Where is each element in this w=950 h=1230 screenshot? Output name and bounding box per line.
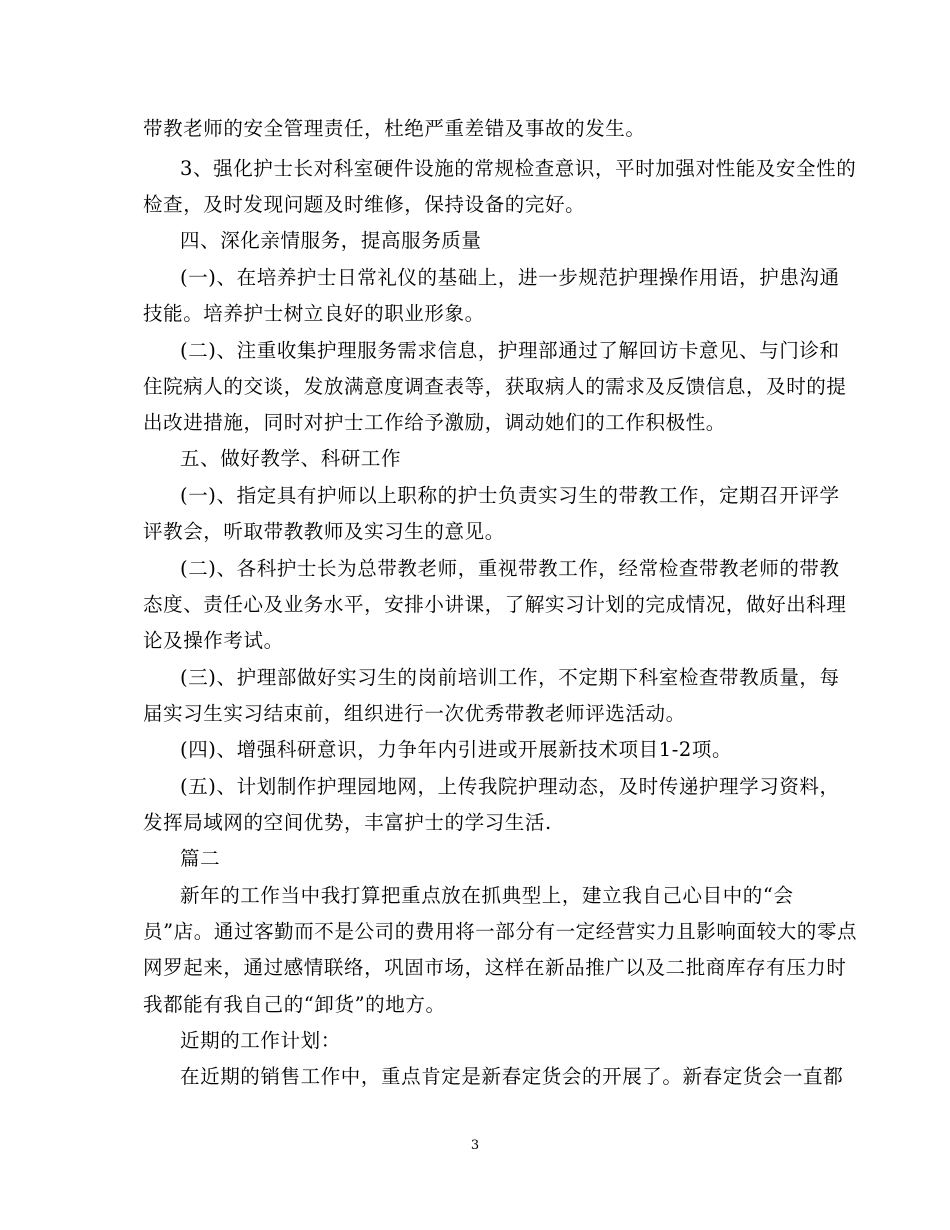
page-number: 3 — [470, 1138, 480, 1153]
text-line: 态度、责任心及业务水平，安排小讲课，了解实习计划的完成情况，做好出科理 — [143, 593, 847, 616]
text-line: 员”店。通过客勤而不是公司的费用将一部分有一定经营实力且影响面较大的零点 — [143, 920, 858, 943]
section-heading: 五、做好教学、科研工作 — [180, 447, 402, 470]
text-line: 新年的工作当中我打算把重点放在抓典型上，建立我自己心目中的“会 — [180, 884, 794, 907]
text-line: 届实习生实习结束前，组织进行一次优秀带教老师评选活动。 — [143, 702, 686, 725]
text-line: 技能。培养护士树立良好的职业形象。 — [143, 302, 485, 325]
text-line: (二)、各科护士长为总带教老师，重视带教工作，经常检查带教老师的带教 — [180, 557, 840, 580]
text-line: (二)、注重收集护理服务需求信息，护理部通过了解回访卡意见、与门诊和 — [180, 339, 840, 362]
text-line: 网罗起来，通过感情联络，巩固市场，这样在新品推广以及二批商库存有压力时 — [143, 956, 847, 979]
section-heading: 四、深化亲情服务，提高服务质量 — [180, 229, 482, 252]
text-line: 检查，及时发现问题及时维修，保持设备的完好。 — [143, 193, 586, 216]
text-line: 在近期的销售工作中，重点肯定是新春定货会的开展了。新春定货会一直都 — [180, 1065, 844, 1088]
text-line: 住院病人的交谈，发放满意度调查表等，获取病人的需求及反馈信息，及时的提 — [143, 375, 847, 398]
section-heading: 篇二 — [180, 847, 221, 870]
text-line: (一)、指定具有护师以上职称的护士负责实习生的带教工作，定期召开评学 — [180, 484, 840, 507]
section-heading: 近期的工作计划： — [180, 1029, 341, 1052]
text-line: 评教会，听取带教教师及实习生的意见。 — [143, 520, 505, 543]
text-line: 我都能有我自己的“卸货”的地方。 — [143, 993, 446, 1016]
text-line: (四)、增强科研意识，力争年内引进或开展新技术项目1-2项。 — [180, 738, 733, 761]
text-line: 3、强化护士长对科室硬件设施的常规检查意识，平时加强对性能及安全性的 — [180, 157, 857, 180]
text-line: 带教老师的安全管理责任，杜绝严重差错及事故的发生。 — [143, 117, 646, 140]
text-line: 论及操作考试。 — [143, 629, 284, 652]
text-line: 发挥局域网的空间优势，丰富护士的学习生活. — [143, 811, 552, 834]
text-line: 出改进措施，同时对护士工作给予激励，调动她们的工作积极性。 — [143, 411, 726, 434]
text-line: (五)、计划制作护理园地网，上传我院护理动态，及时传递护理学习资料， — [180, 775, 840, 798]
text-line: (一)、在培养护士日常礼仪的基础上，进一步规范护理操作用语，护患沟通 — [180, 266, 840, 289]
text-line: (三)、护理部做好实习生的岗前培训工作，不定期下科室检查带教质量，每 — [180, 666, 840, 689]
